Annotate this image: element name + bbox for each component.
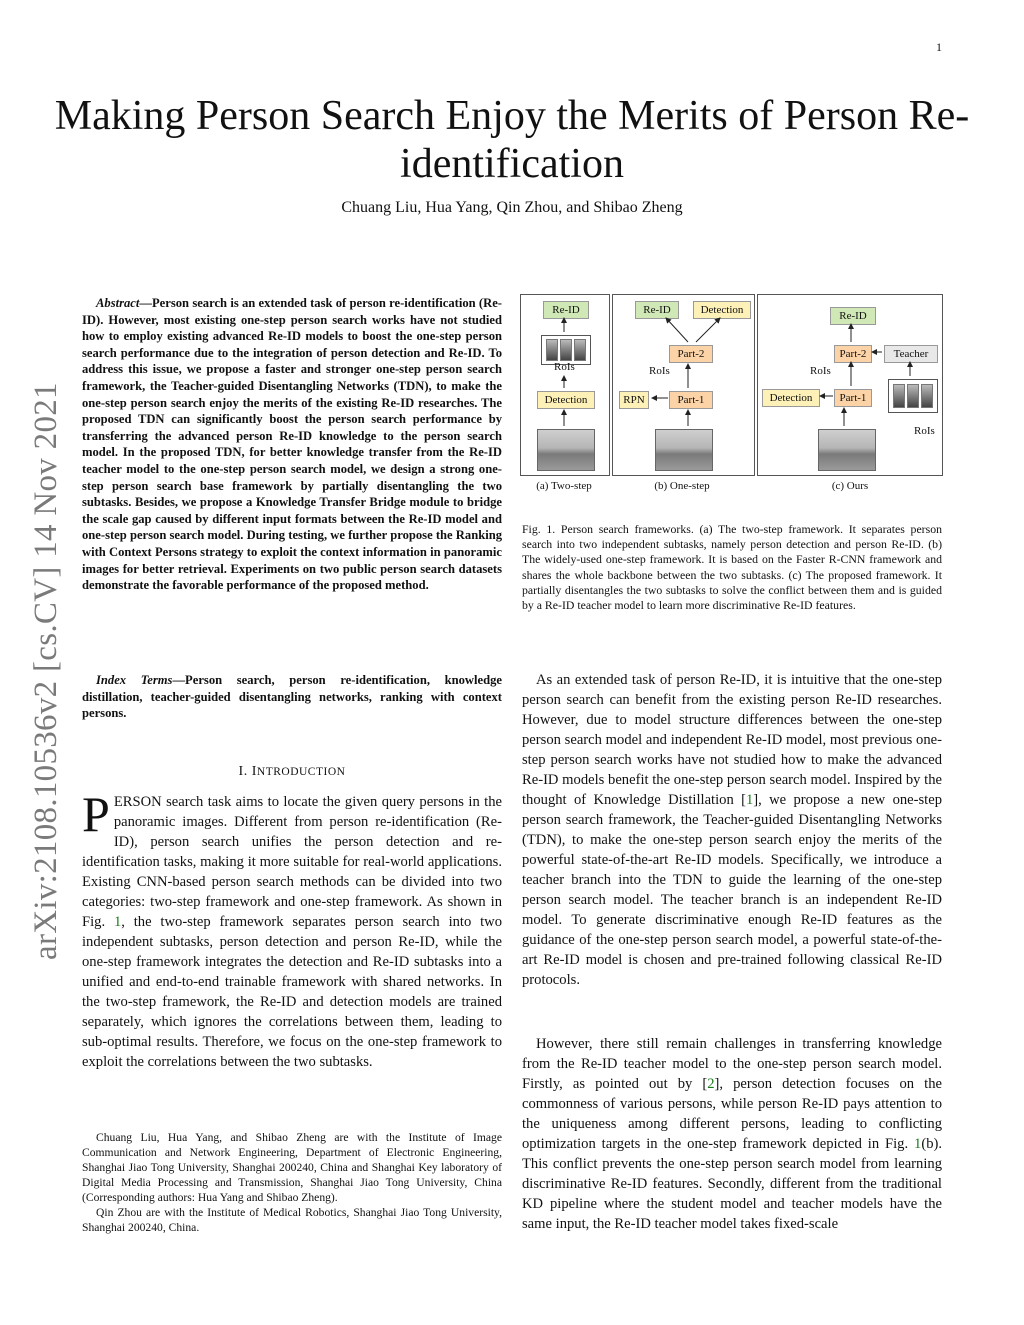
figure-1 [520,292,944,502]
rois-label: RoIs [810,365,831,377]
rois-label-teacher: RoIs [914,425,935,437]
reid-box: Re-ID [830,307,876,325]
citation-link[interactable]: 2 [707,1076,715,1092]
rois-label: RoIs [649,365,670,377]
index-terms-label: Index Terms [96,673,173,687]
para2-text-1: However, there still remain challenges in transferring knowledge from the Re-ID teacher model to the one-step person search model. Firstly, as pointed out by [ [522,1036,942,1092]
para2-text-3: (b). This conflict prevents the one-step person search model from learning discriminative Re-ID features. Secondly, different from the traditional KD pipeline where the student model and teacher models have the same input, the Re-ID teacher model takes fixed-scale [522,1136,942,1232]
index-terms: Index Terms—Person search, person re-identification, knowledge distillation, teacher-guided disentangling networks, ranking with context persons. [82,673,502,721]
part1-box: Part-1 [669,391,713,409]
section-heading [82,762,502,782]
detection-box: Detection [537,391,595,409]
teacher-box: Teacher [884,345,938,363]
intro-lead: ERSON [113,794,162,810]
drop-cap: P [82,786,110,842]
footnote-affiliation-2: Qin Zhou are with the Institute of Medical Robotics, Shanghai Jiao Tong University, Shanghai 200240, China. [82,1206,502,1234]
index-terms-text: Person search, person re-identification, knowledge distillation, teacher-guided disentangling networks, ranking with context persons. [82,673,502,721]
fig-ref-link[interactable]: 1 [914,1136,922,1152]
arxiv-stamp: arXiv:2108.10536v2 [cs.CV] 14 Nov 2021 [28,382,64,960]
abstract-text: Person search is an extended task of person re-identification (Re-ID). However, most existing one-step person search works have not studied how to employ existing advanced Re-ID models to boost the one-step person search performance due to the integration of person detection and Re-ID. To address this issue, we propose a faster and stronger one-step person search framework, the Teacher-guided Disentangling Networks (TDN), to make the one-step person search enjoy the merits of the existing Re-ID researches. The proposed TDN can significantly boost the person search performance by transferring the advanced person Re-ID knowledge to the person search model. In the proposed TDN, for better knowledge transfer from the Re-ID teacher model to the one-step person search model, we design a strong one-step person search base framework by partially disentangling the two subtasks. Besides, we propose a Knowledge Transfer Bridge module to bridge the scale gap caused by different input formats between the Re-ID model and one-step person search model. During testing, we further propose the Ranking with Context Persons strategy to exploit the context information in panoramic images for better retrieval. Experiments on two public person search datasets demonstrate the favorable performance of the proposed method. [82,296,502,593]
para2-text-2: ], person detection focuses on the commonness of various persons, while person Re-ID pays attention to the uniqueness among different persons, leading to conflicting optimization targets in the one-step framework depicted in Fig. [522,1076,942,1152]
figure-arrows [520,292,944,482]
reid-box: Re-ID [635,301,679,319]
footnotes [82,1130,502,1235]
detection-box: Detection [693,301,751,319]
intro-text-2: , the two-step framework separates person search into two independent subtasks, person detection and person Re-ID, while the one-step framework integrates the detection and Re-ID subtasks into a unified and end-to-end trainable framework with shared networks. In the two-step framework, the Re-ID and detection models are trained separately, which ignores the correlations between them, leading to sub-optimal results. Therefore, we focus on the one-step framework to exploit the correlations between the two subtasks. [82,914,502,1070]
intro-text-1: search task aims to locate the given query persons in the panoramic images. Different from person re-identification (Re-ID), person search unifies the person detection and re-identification tasks, making it more suitable for real-world applications. Existing CNN-based person search methods can be divided into two categories: two-step framework and one-step framework. As shown in Fig. [82,794,502,930]
part1-box: Part-1 [834,389,872,407]
section-number: I. [238,764,248,779]
abstract-label: Abstract [96,296,140,310]
intro-paragraph [82,786,502,1072]
footnote-affiliation-1: Chuang Liu, Hua Yang, and Shibao Zheng are with the Institute of Image Communication and Network Engineering, Department of Electronic Engineering, Shanghai Jiao Tong University, Shanghai 200240, China and Shanghai Key laboratory of Digital Media Processing and Transmission, Shanghai Jiao Tong University, China (Corresponding authors: Hua Yang and Shibao Zheng). [82,1131,502,1204]
para1-text-1: As an extended task of person Re-ID, it is intuitive that the one-step person search can benefit from the existing person Re-ID researches. However, due to model structure differences between the one-step person search model and independent Re-ID model, most previous one-step person search works have not studied how to make the advanced Re-ID models benefit the one-step person search model. Inspired by the thought of Knowledge Distillation [ [522,672,942,808]
page-number: 1 [936,40,942,54]
paper-title: Making Person Search Enjoy the Merits of Person Re-identification [54,93,970,187]
part2-box: Part-2 [834,345,872,363]
section-first-letter: I [251,764,257,779]
subcaption-b: (b) One-step [654,480,710,492]
right-paragraph-1 [522,670,942,990]
reid-box: Re-ID [543,301,589,319]
rpn-box: RPN [619,391,649,409]
right-paragraph-2 [522,1034,942,1234]
rois-label: RoIs [554,361,575,373]
abstract: Abstract—Person search is an extended task of person re-identification (Re-ID). However, most existing one-step person search works have not studied how to employ existing advanced Re-ID models to boost the one-step person search performance due to the integration of person detection and Re-ID. To address this issue, we propose a faster and stronger one-step person search framework, the Teacher-guided Disentangling Networks (TDN), to make the one-step person search enjoy the merits of the existing Re-ID researches. The proposed TDN can significantly boost the person search performance by transferring the advanced person Re-ID knowledge to the person search model. In the proposed TDN, for better knowledge transfer from the Re-ID teacher model to the one-step person search model, we design a strong one-step person search base framework by partially disentangling the two subtasks. Besides, we propose a Knowledge Transfer Bridge module to bridge the scale gap caused by different input formats between the Re-ID model and one-step person search model. During testing, we further propose the Ranking with Context Persons strategy to exploit the context information in panoramic images for better retrieval. Experiments on two public person search datasets demonstrate the favorable performance of the proposed method. [82,296,502,593]
detection-box: Detection [762,389,820,407]
fig-ref-link[interactable]: 1 [113,914,122,930]
part2-box: Part-2 [669,345,713,363]
citation-link[interactable]: 1 [745,792,754,808]
subcaption-c: (c) Ours [831,480,869,492]
figure-caption: Fig. 1. Person search frameworks. (a) The two-step framework. It separates person search into two independent subtasks, namely person detection and person Re-ID. (b) The widely-used one-step framework. It is based on the Faster R-CNN framework and shares the whole backbone between the two subtasks. (c) The proposed framework. It partially disentangles the two subtasks to solve the conflict between them and is guided by a Re-ID teacher model to learn more discriminative Re-ID features. [522,522,942,613]
author-list: Chuang Liu, Hua Yang, Qin Zhou, and Shibao Zheng [341,199,683,216]
para1-text-2: ], we propose a new one-step person search framework, the Teacher-guided Disentangling Networks (TDN), to make the one-step person search enjoy the merits of the powerful state-of-the-art Re-ID models. Specifically, we introduce a teacher branch into the TDN to guide the learning of the one-step person search model. The teacher branch is an independent Re-ID model. To generate discriminative enough Re-ID features as the guidance of the one-step person search model, a powerful state-of-the-art Re-ID model is chosen and pre-trained following classical Re-ID protocols. [522,792,943,988]
subcaption-a: (a) Two-step [536,480,592,492]
section-rest: NTRODUCTION [256,766,346,778]
